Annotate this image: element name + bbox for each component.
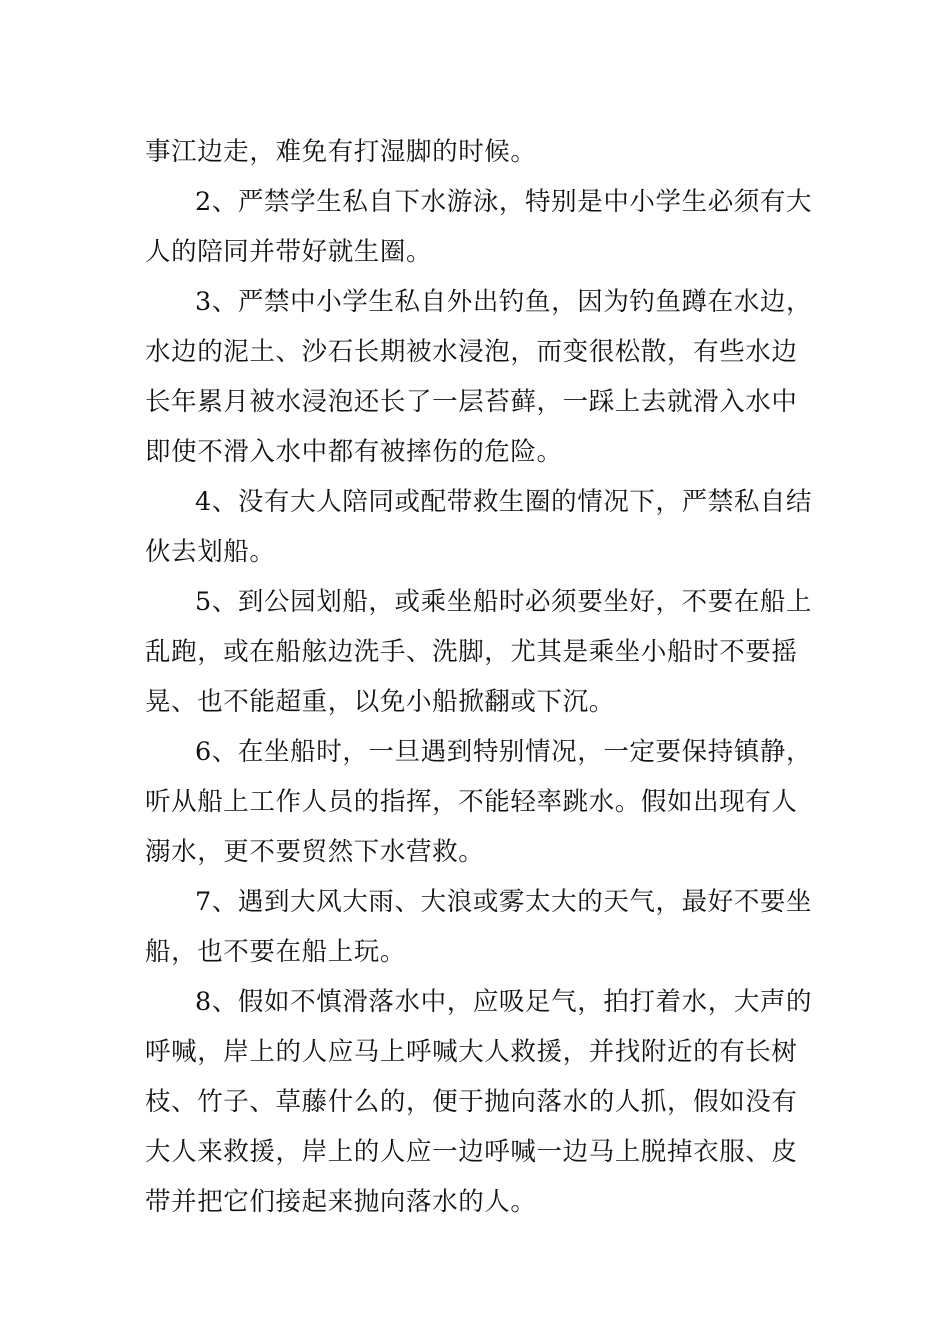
text-line: 长年累月被水浸泡还长了一层苔藓，一踩上去就滑入水中 xyxy=(145,387,798,417)
document-body xyxy=(145,127,813,1227)
text-line: 6、在坐船时，一旦遇到特别情况，一定要保持镇静， xyxy=(195,737,813,767)
text-line: 人的陪同并带好就生圈。 xyxy=(145,237,433,267)
text-line: 晃、也不能超重，以免小船掀翻或下沉。 xyxy=(145,687,615,717)
text-line: 枝、竹子、草藤什么的，便于抛向落水的人抓，假如没有 xyxy=(145,1087,798,1117)
text-line: 乱跑，或在船舷边洗手、洗脚，尤其是乘坐小船时不要摇 xyxy=(145,637,798,667)
text-line: 即使不滑入水中都有被摔伤的危险。 xyxy=(145,437,563,467)
text-line: 溺水，更不要贸然下水营救。 xyxy=(145,837,485,867)
paragraph-item-6 xyxy=(145,727,813,877)
text-line: 5、到公园划船，或乘坐船时必须要坐好，不要在船上 xyxy=(195,587,813,617)
text-line: 2、严禁学生私自下水游泳，特别是中小学生必须有大 xyxy=(195,187,813,217)
text-line: 伙去划船。 xyxy=(145,537,276,567)
text-line: 4、没有大人陪同或配带救生圈的情况下，严禁私自结 xyxy=(195,487,813,517)
text-line: 事江边走，难免有打湿脚的时候。 xyxy=(145,137,537,167)
text-line: 带并把它们接起来抛向落水的人。 xyxy=(145,1187,537,1217)
text-line: 听从船上工作人员的指挥，不能轻率跳水。假如出现有人 xyxy=(145,787,798,817)
text-line: 大人来救援，岸上的人应一边呼喊一边马上脱掉衣服、皮 xyxy=(145,1137,798,1167)
text-line: 8、假如不慎滑落水中，应吸足气，拍打着水，大声的 xyxy=(195,987,813,1017)
text-line: 3、严禁中小学生私自外出钓鱼，因为钓鱼蹲在水边， xyxy=(195,287,813,317)
text-line: 船，也不要在船上玩。 xyxy=(145,937,407,967)
text-line: 水边的泥土、沙石长期被水浸泡，而变很松散，有些水边 xyxy=(145,337,798,367)
paragraph-item-4 xyxy=(145,477,813,577)
paragraph-item-3 xyxy=(145,277,813,477)
paragraph-continuation xyxy=(145,127,809,177)
text-line: 呼喊，岸上的人应马上呼喊大人救援，并找附近的有长树 xyxy=(145,1037,798,1067)
paragraph-item-8 xyxy=(145,977,813,1227)
paragraph-item-7 xyxy=(145,877,813,977)
paragraph-item-2 xyxy=(145,177,813,277)
text-line: 7、遇到大风大雨、大浪或雾太大的天气，最好不要坐 xyxy=(195,887,813,917)
paragraph-item-5 xyxy=(145,577,813,727)
